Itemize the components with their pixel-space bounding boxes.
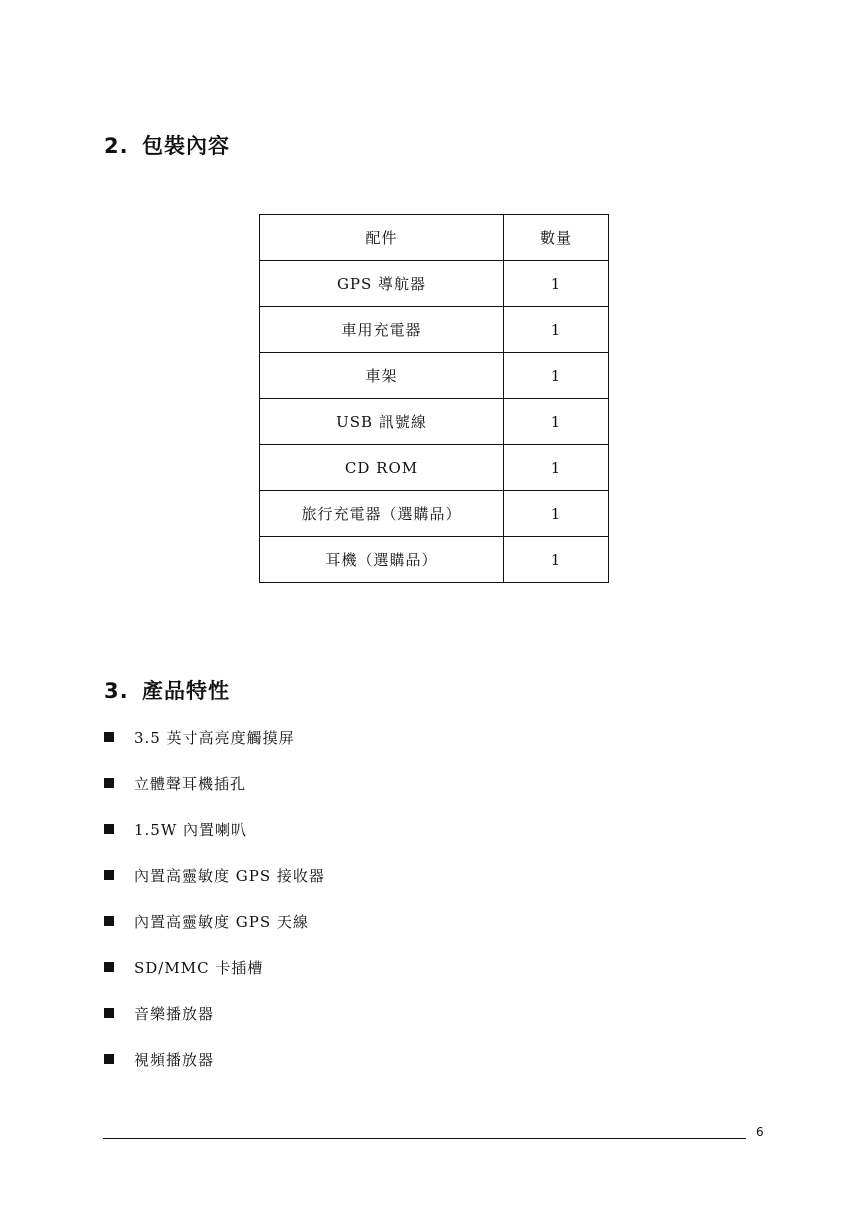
square-bullet-icon — [104, 824, 114, 834]
feature-text: 立體聲耳機插孔 — [134, 775, 247, 793]
table-cell-quantity: 1 — [504, 491, 609, 537]
table-cell-quantity: 1 — [504, 445, 609, 491]
table-row — [260, 445, 609, 491]
footer-divider — [103, 1138, 746, 1139]
table-cell-quantity: 1 — [504, 261, 609, 307]
table-cell-quantity: 1 — [504, 537, 609, 583]
table-cell-quantity: 1 — [504, 399, 609, 445]
table-cell-quantity: 1 — [504, 307, 609, 353]
package-contents-table — [259, 214, 609, 583]
section-title: 產品特性 — [142, 679, 230, 703]
table-cell-quantity: 1 — [504, 353, 609, 399]
table-row — [260, 307, 609, 353]
list-item — [104, 956, 325, 1002]
table-cell-accessory: 耳機（選購品） — [260, 537, 504, 583]
table-cell-accessory: GPS 導航器 — [260, 261, 504, 307]
square-bullet-icon — [104, 1054, 114, 1064]
feature-text: 內置高靈敏度 GPS 天線 — [134, 913, 309, 931]
list-item — [104, 1002, 325, 1048]
feature-text: SD/MMC 卡插槽 — [134, 959, 264, 977]
table-row — [260, 399, 609, 445]
table-row — [260, 491, 609, 537]
table-cell-accessory: 車用充電器 — [260, 307, 504, 353]
feature-text: 內置高靈敏度 GPS 接收器 — [134, 867, 325, 885]
list-item — [104, 910, 325, 956]
table-cell-accessory: 車架 — [260, 353, 504, 399]
feature-text: 3.5 英寸高亮度觸摸屏 — [134, 729, 295, 747]
section-title: 包裝內容 — [142, 134, 230, 158]
section-heading-package-contents — [104, 136, 230, 157]
section-number: 2. — [104, 134, 129, 158]
list-item — [104, 818, 325, 864]
page-number: 6 — [756, 1125, 764, 1139]
square-bullet-icon — [104, 1008, 114, 1018]
column-header-accessory: 配件 — [260, 215, 504, 261]
section-heading-product-features — [104, 681, 230, 702]
feature-text: 音樂播放器 — [134, 1005, 215, 1023]
square-bullet-icon — [104, 870, 114, 880]
table-row — [260, 353, 609, 399]
table-cell-accessory: 旅行充電器（選購品） — [260, 491, 504, 537]
feature-list — [104, 726, 325, 1094]
list-item — [104, 864, 325, 910]
list-item — [104, 726, 325, 772]
square-bullet-icon — [104, 732, 114, 742]
table-header-row — [260, 215, 609, 261]
column-header-quantity: 數量 — [504, 215, 609, 261]
table-row — [260, 261, 609, 307]
list-item — [104, 1048, 325, 1094]
section-number: 3. — [104, 679, 129, 703]
square-bullet-icon — [104, 916, 114, 926]
feature-text: 1.5W 內置喇叭 — [134, 821, 248, 839]
table-cell-accessory: CD ROM — [260, 445, 504, 491]
feature-text: 視頻播放器 — [134, 1051, 215, 1069]
table-cell-accessory: USB 訊號線 — [260, 399, 504, 445]
list-item — [104, 772, 325, 818]
square-bullet-icon — [104, 778, 114, 788]
square-bullet-icon — [104, 962, 114, 972]
table-row — [260, 537, 609, 583]
